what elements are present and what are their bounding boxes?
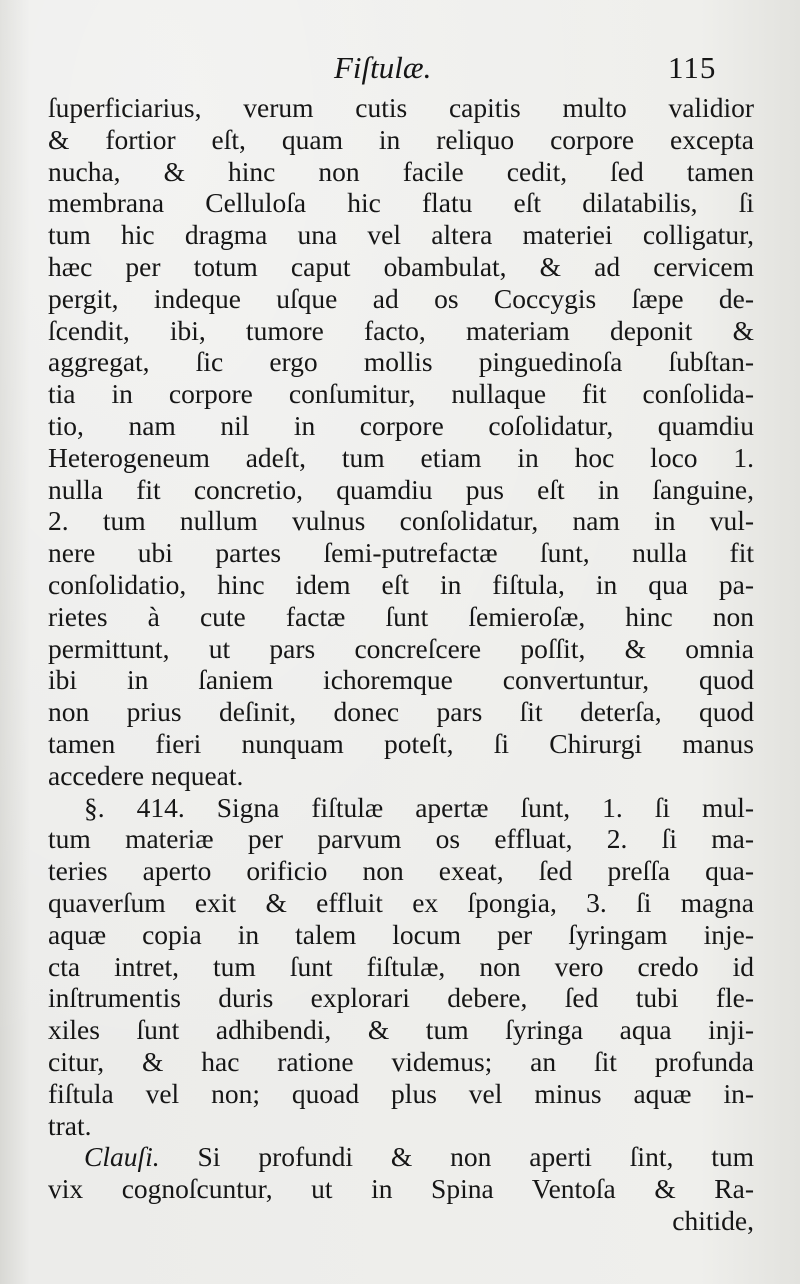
running-title: Fiſtulæ. — [334, 50, 432, 85]
text-line: nere ubi partes ſemi-putrefactæ ſunt, nulla fit — [48, 537, 754, 569]
text-line: tia in corpore conſumitur, nullaque fit conſolida- — [48, 378, 754, 410]
text-line: hæc per totum caput obambulat, & ad cervicem — [48, 250, 754, 282]
text-line: tum materiæ per parvum os effluat, 2. ſi ma- — [48, 823, 754, 855]
text-line: membrana Celluloſa hic flatu eſt dilatabilis, ſi — [48, 187, 754, 219]
text-line: nulla fit concretio, quamdiu pus eſt in ſanguine, — [48, 473, 754, 505]
text-line: permittunt, ut pars concreſcere poſſit, & omnia — [48, 632, 754, 664]
text-line: ſcendit, ibi, tumore facto, materiam deponit & — [48, 314, 754, 346]
text-line: tamen fieri nunquam poteſt, ſi Chirurgi manus — [48, 727, 754, 759]
text-line: tum hic dragma una vel altera materiei colligatur, — [48, 219, 754, 251]
text-line: nucha, & hinc non facile cedit, ſed tamen — [48, 155, 754, 187]
page-number: 115 — [668, 50, 717, 85]
text-line: quaverſum exit & effluit ex ſpongia, 3. ſi magna — [48, 886, 754, 918]
text-line: teries aperto orificio non exeat, ſed preſſa qua- — [48, 855, 754, 887]
text-line: & fortior eſt, quam in reliquo corpore excepta — [48, 123, 754, 155]
text-line: tio, nam nil in corpore coſolidatur, quamdiu — [48, 409, 754, 441]
body-text — [48, 92, 754, 1237]
text-line: aquæ copia in talem locum per ſyringam inje- — [48, 918, 754, 950]
text-line: trat. — [48, 1109, 92, 1141]
text-line: vix cognoſcuntur, ut in Spina Ventoſa & Ra- — [48, 1173, 754, 1205]
text-line: aggregat, ſic ergo mollis pinguedinoſa ſubſtan- — [48, 346, 754, 378]
text-line: Heterogeneum adeſt, tum etiam in hoc loco 1. — [48, 441, 754, 473]
text-line: rietes à cute factæ ſunt ſemieroſæ, hinc non — [48, 600, 754, 632]
text-line: conſolidatio, hinc idem eſt in fiſtula, in qua pa- — [48, 568, 754, 600]
text-line: 2. tum nullum vulnus conſolidatur, nam in vul- — [48, 505, 754, 537]
catchword: chitide, — [672, 1204, 754, 1236]
text-line: ſuperficiarius, verum cutis capitis multo validior — [48, 92, 754, 123]
text-line: cta intret, tum ſunt fiſtulæ, non vero credo id — [48, 950, 754, 982]
text-line: fiſtula vel non; quoad plus vel minus aquæ in- — [48, 1077, 754, 1109]
text-line: inſtrumentis duris explorari debere, ſed tubi fle- — [48, 982, 754, 1014]
text-line: non prius deſinit, donec pars ſit deterſa, quod — [48, 696, 754, 728]
text-line: citur, & hac ratione videmus; an ſit profunda — [48, 1045, 754, 1077]
text-line: accedere nequeat. — [48, 759, 244, 791]
clausi-label: Clauſi. — [84, 1141, 160, 1173]
clausi-text: Si profundi & non aperti ſint, tum — [159, 1141, 754, 1173]
clausi-line — [48, 1141, 754, 1173]
text-line: xiles ſunt adhibendi, & tum ſyringa aqua inji- — [48, 1014, 754, 1046]
text-line: pergit, indeque uſque ad os Coccygis ſæpe de- — [48, 282, 754, 314]
text-line: ibi in ſaniem ichoremque convertuntur, quod — [48, 664, 754, 696]
section-heading-line: §. 414. Signa fiſtulæ apertæ ſunt, 1. ſi mul- — [84, 791, 754, 823]
